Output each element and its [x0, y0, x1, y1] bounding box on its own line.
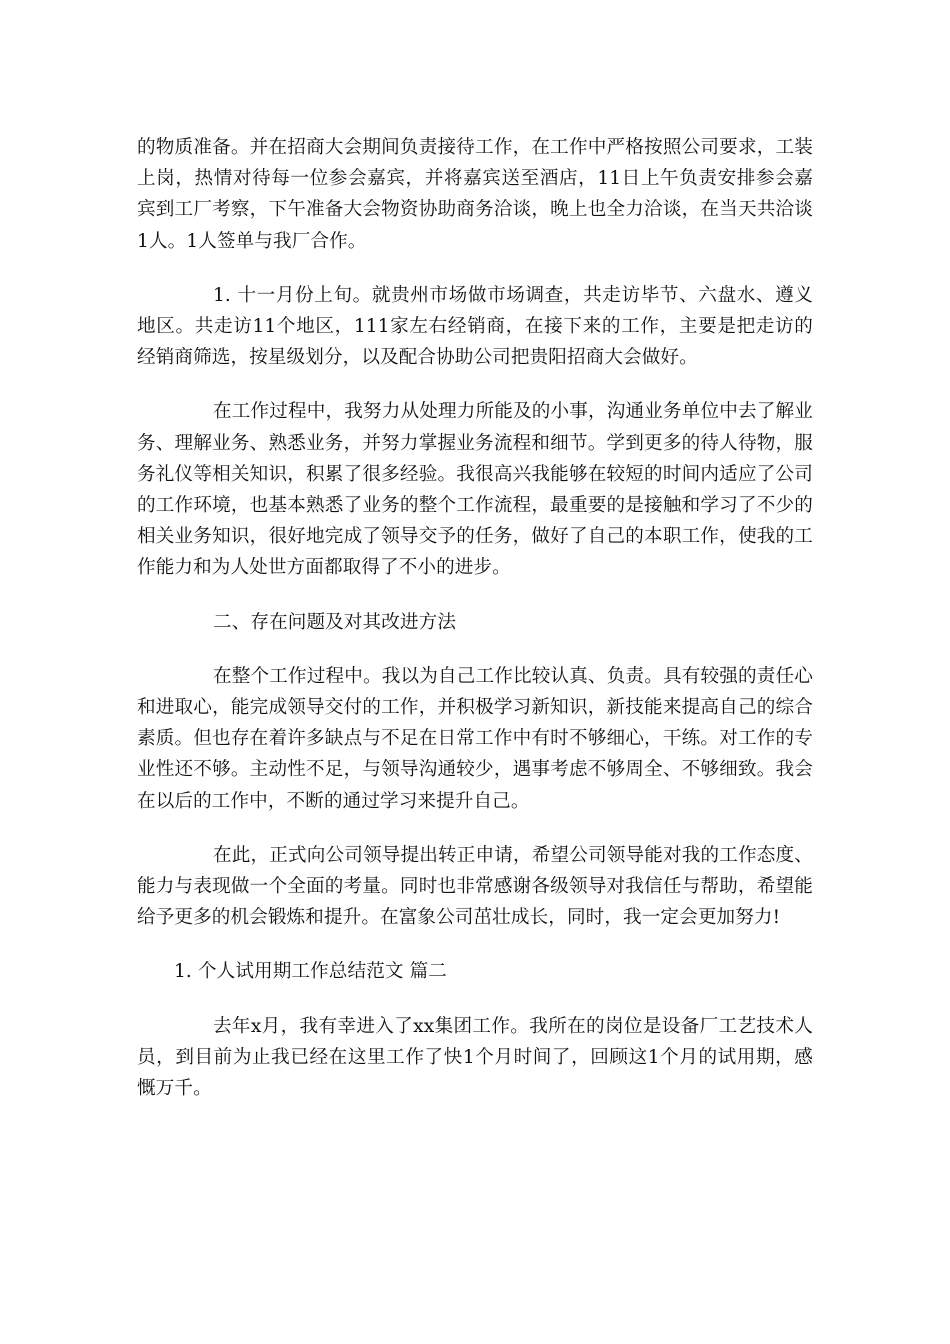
paragraph-self-assessment: 在整个工作过程中。我以为自己工作比较认真、负责。具有较强的责任心和进取心，能完成领导交付的工作，并积极学习新知识，新技能来提高自己的综合素质。但也存在着许多缺点与不足在日常工作中有时不够细心，干练。对工作的专业性还不够。主动性不足，与领导沟通较少，遇事考虑不够周全、不够细致。我会在以后的工作中，不断的通过学习来提升自己。 — [137, 665, 813, 812]
paragraph-application: 在此，正式向公司领导提出转正申请，希望公司领导能对我的工作态度、能力与表现做一个全面的考量。同时也非常感谢各级领导对我信任与帮助，希望能给予更多的机会锻炼和提升。在富象公司茁壮成长，同时，我一定会更加努力! — [137, 844, 813, 929]
paragraph-intro-part-two: 去年x月，我有幸进入了xx集团工作。我所在的岗位是设备厂工艺技术人员，到目前为止我已经在这里工作了快1个月时间了，回顾这1个月的试用期，感慨万千。 — [137, 1015, 813, 1100]
paragraph-continuation: 的物质准备。并在招商大会期间负责接待工作，在工作中严格按照公司要求，工装上岗，热情对待每一位参会嘉宾，并将嘉宾送至酒店，11日上午负责安排参会嘉宾到工厂考察，下午准备大会物资协助商务洽谈，晚上也全力洽谈，在当天共洽谈1人。1人签单与我厂合作。 — [137, 137, 813, 252]
section-heading-problems: 二、存在问题及对其改进方法 — [213, 611, 457, 633]
article-title-part-two: 1. 个人试用期工作总结范文 篇二 — [174, 961, 447, 983]
paragraph-work-process: 在工作过程中，我努力从处理力所能及的小事，沟通业务单位中去了解业务、理解业务、熟悉业务，并努力掌握业务流程和细节。学到更多的待人待物，服务礼仪等相关知识，积累了很多经验。我很高兴我能够在较短的时间内适应了公司的工作环境，也基本熟悉了业务的整个工作流程，最重要的是接触和学习了不少的相关业务知识，很好地完成了领导交予的任务，做好了自己的本职工作，使我的工作能力和为人处世方面都取得了不小的进步。 — [137, 401, 813, 579]
paragraph-market-survey: 1. 十一月份上旬。就贵州市场做市场调查，共走访毕节、六盘水、遵义地区。共走访11个地区，111家左右经销商，在接下来的工作，主要是把走访的经销商筛选，按星级划分，以及配合协助公司把贵阳招商大会做好。 — [137, 284, 813, 369]
document-body — [137, 132, 813, 1127]
